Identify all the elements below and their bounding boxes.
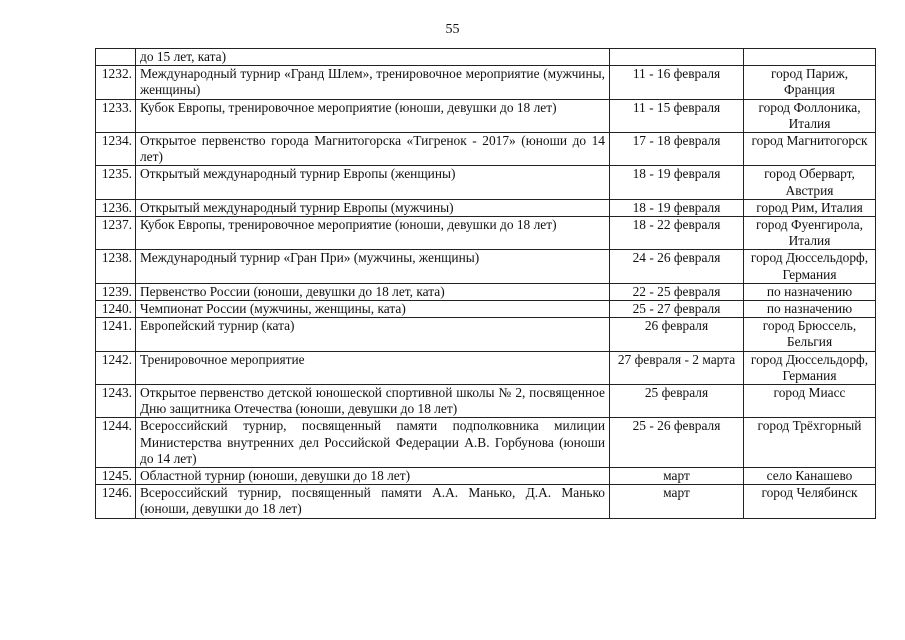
event-place: город Трёхгорный — [744, 418, 876, 468]
event-date: март — [610, 468, 744, 485]
event-date — [610, 49, 744, 66]
table-row — [96, 385, 876, 418]
event-name: Тренировочное мероприятие — [136, 351, 610, 384]
event-name: Международный турнир «Гранд Шлем», тренировочное мероприятие (мужчины, женщины) — [136, 66, 610, 99]
row-number — [96, 49, 136, 66]
event-name: Кубок Европы, тренировочное мероприятие (юноши, девушки до 18 лет) — [136, 99, 610, 132]
row-number: 1239. — [96, 283, 136, 300]
event-place: город Фуенгирола, Италия — [744, 217, 876, 250]
event-place: город Челябинск — [744, 485, 876, 518]
event-name: Открытый международный турнир Европы (мужчины) — [136, 199, 610, 216]
event-date: 11 - 15 февраля — [610, 99, 744, 132]
row-number: 1244. — [96, 418, 136, 468]
table-row — [96, 250, 876, 283]
event-place: город Магнитогорск — [744, 133, 876, 166]
row-number: 1242. — [96, 351, 136, 384]
table-row — [96, 199, 876, 216]
schedule-table-body — [96, 49, 876, 519]
event-date: 11 - 16 февраля — [610, 66, 744, 99]
page-number: 55 — [445, 22, 460, 37]
event-place: город Париж, Франция — [744, 66, 876, 99]
row-number: 1234. — [96, 133, 136, 166]
event-date: 25 - 26 февраля — [610, 418, 744, 468]
event-date: 18 - 19 февраля — [610, 166, 744, 199]
table-row — [96, 468, 876, 485]
table-row — [96, 283, 876, 300]
event-date: 25 февраля — [610, 385, 744, 418]
event-date: 26 февраля — [610, 318, 744, 351]
event-date: 25 - 27 февраля — [610, 301, 744, 318]
event-date: 22 - 25 февраля — [610, 283, 744, 300]
table-row — [96, 133, 876, 166]
event-place: город Оберварт, Австрия — [744, 166, 876, 199]
row-number: 1235. — [96, 166, 136, 199]
event-date: 17 - 18 февраля — [610, 133, 744, 166]
table-row — [96, 301, 876, 318]
event-place: город Миасс — [744, 385, 876, 418]
event-date: 18 - 22 февраля — [610, 217, 744, 250]
event-date: 24 - 26 февраля — [610, 250, 744, 283]
event-name: Областной турнир (юноши, девушки до 18 лет) — [136, 468, 610, 485]
row-number: 1236. — [96, 199, 136, 216]
row-number: 1240. — [96, 301, 136, 318]
event-place: город Рим, Италия — [744, 199, 876, 216]
event-date: март — [610, 485, 744, 518]
event-date: 27 февраля - 2 марта — [610, 351, 744, 384]
event-date: 18 - 19 февраля — [610, 199, 744, 216]
event-place — [744, 49, 876, 66]
table-row — [96, 49, 876, 66]
event-name: Открытое первенство города Магнитогорска «Тигренок - 2017» (юноши до 14 лет) — [136, 133, 610, 166]
event-place: по назначению — [744, 283, 876, 300]
table-row — [96, 66, 876, 99]
row-number: 1243. — [96, 385, 136, 418]
event-place: село Канашево — [744, 468, 876, 485]
row-number: 1237. — [96, 217, 136, 250]
table-row — [96, 166, 876, 199]
event-name: Открытое первенство детской юношеской спортивной школы № 2, посвященное Дню защитника Отечества (юноши, девушки до 18 лет) — [136, 385, 610, 418]
row-number: 1233. — [96, 99, 136, 132]
event-place: город Дюссельдорф, Германия — [744, 250, 876, 283]
row-number: 1246. — [96, 485, 136, 518]
event-place: город Дюссельдорф, Германия — [744, 351, 876, 384]
table-row — [96, 418, 876, 468]
table-row — [96, 351, 876, 384]
event-name: Европейский турнир (ката) — [136, 318, 610, 351]
row-number: 1238. — [96, 250, 136, 283]
schedule-table — [95, 48, 876, 519]
event-name: Всероссийский турнир, посвященный памяти А.А. Манько, Д.А. Манько (юноши, девушки до 18 лет) — [136, 485, 610, 518]
row-number: 1232. — [96, 66, 136, 99]
row-number: 1241. — [96, 318, 136, 351]
row-number: 1245. — [96, 468, 136, 485]
event-name: Международный турнир «Гран При» (мужчины, женщины) — [136, 250, 610, 283]
event-name: Первенство России (юноши, девушки до 18 лет, ката) — [136, 283, 610, 300]
table-row — [96, 217, 876, 250]
event-name: Кубок Европы, тренировочное мероприятие (юноши, девушки до 18 лет) — [136, 217, 610, 250]
event-name: Открытый международный турнир Европы (женщины) — [136, 166, 610, 199]
table-row — [96, 485, 876, 518]
event-name: до 15 лет, ката) — [136, 49, 610, 66]
event-place: по назначению — [744, 301, 876, 318]
event-name: Всероссийский турнир, посвященный памяти подполковника милиции Министерства внутренних дел Российской Федерации А.В. Горбунова (юноши до 14 лет) — [136, 418, 610, 468]
event-place: город Брюссель, Бельгия — [744, 318, 876, 351]
table-row — [96, 318, 876, 351]
table-row — [96, 99, 876, 132]
event-name: Чемпионат России (мужчины, женщины, ката) — [136, 301, 610, 318]
event-place: город Фоллоника, Италия — [744, 99, 876, 132]
